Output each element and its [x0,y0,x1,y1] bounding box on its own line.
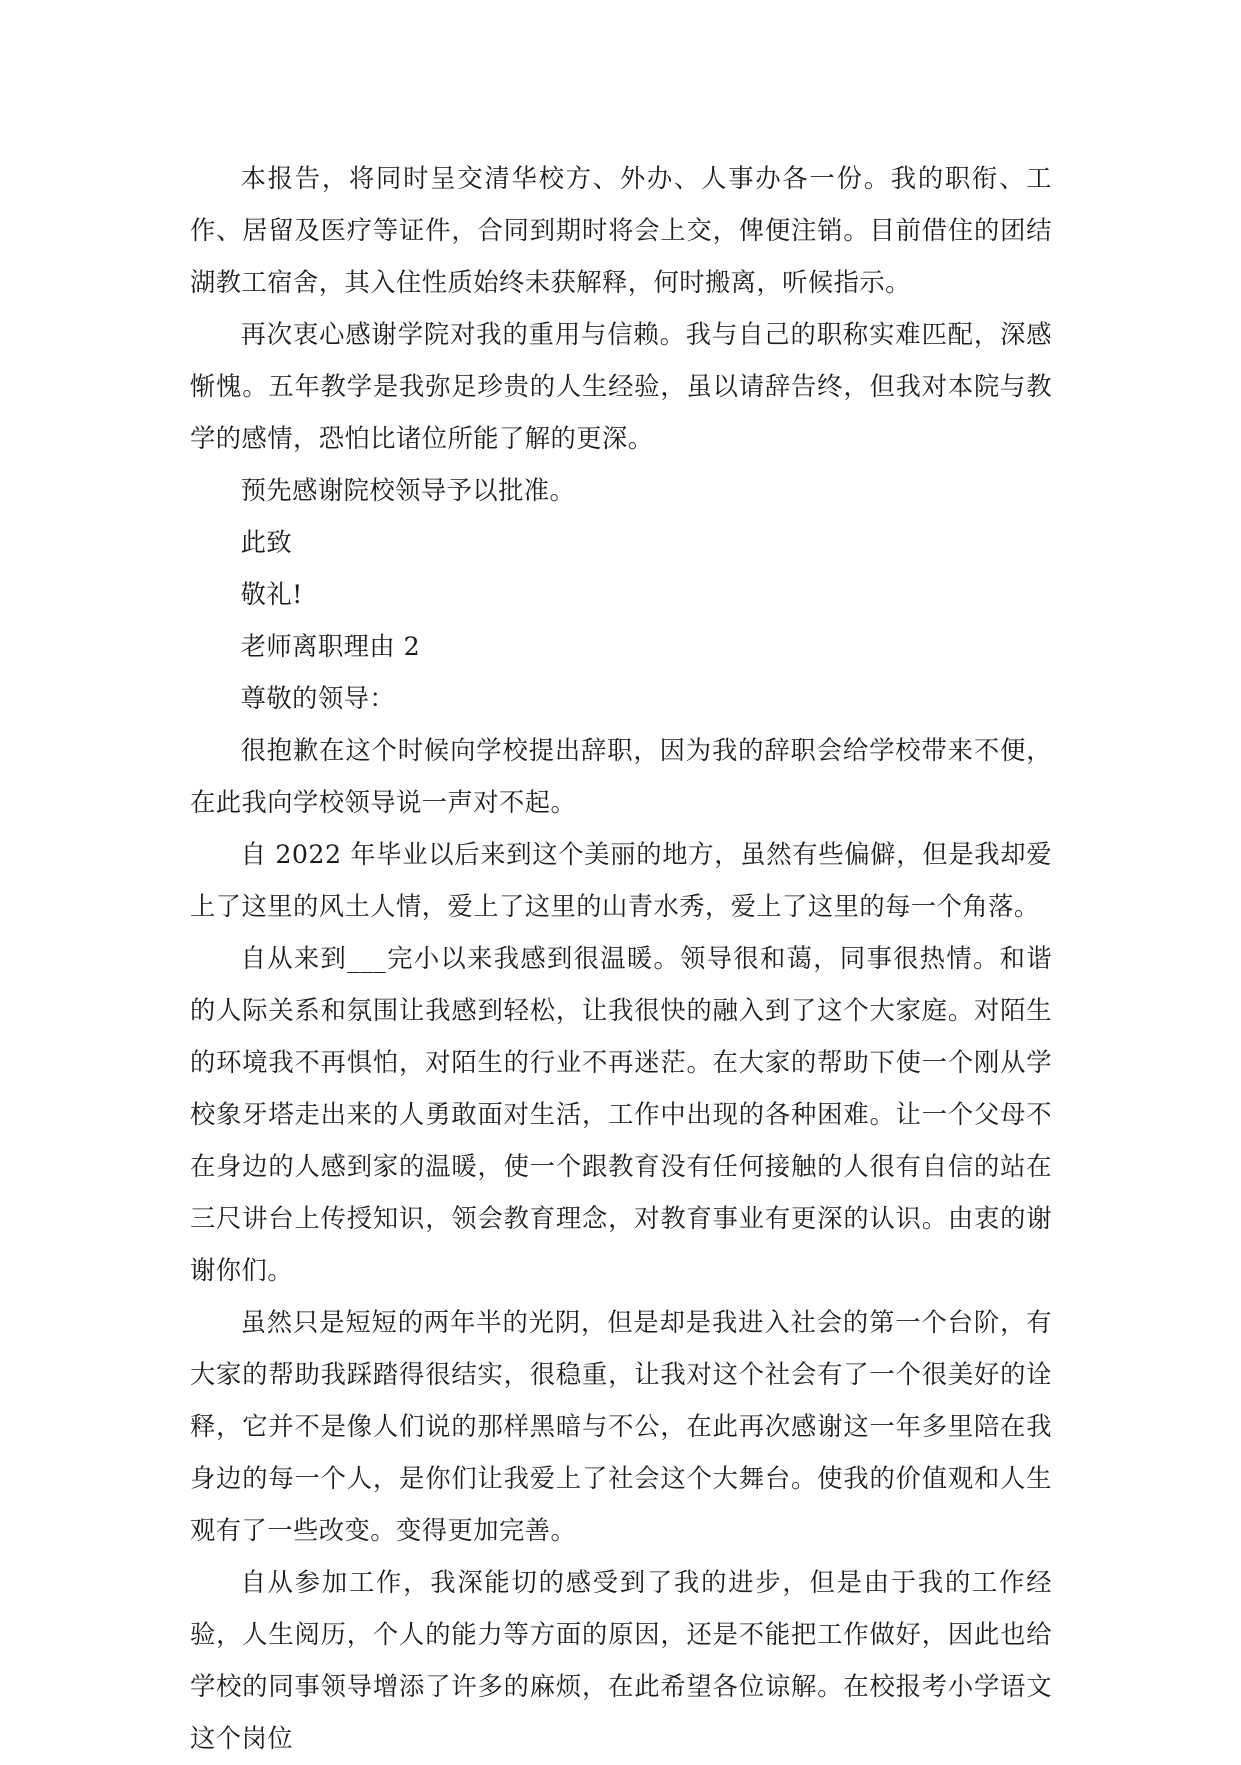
letter-greeting: 尊敬的领导： [240,684,396,713]
paragraph-report-submission: 本报告，将同时呈交清华校方、外办、人事办各一份。我的职衔、工作、居留及医疗等证件，合同到期时将会上交，俾便注销。目前借住的团结湖教工宿舍，其入住性质始终未获解释，何时搬离，听候指示。 [190,164,1052,297]
paragraph-progress: 自从参加工作，我深能切的感受到了我的进步，但是由于我的工作经验，人生阅历，个人的能力等方面的原因，还是不能把工作做好，因此也给学校的同事领导增添了许多的麻烦，在此希望各位谅解。在校报考小学语文这个岗位 [190,1568,1052,1753]
closing-salutation: 此致 [240,528,293,557]
section-heading: 老师离职理由 2 [240,632,421,661]
paragraph-warmth: 自从来到___完小以来我感到很温暖。领导很和蔼，同事很热情。和谐的人际关系和氛围让我感到轻松，让我很快的融入到了这个大家庭。对陌生的环境我不再惧怕，对陌生的行业不再迷茫。在大家的帮助下使一个刚从学校象牙塔走出来的人勇敢面对生活，工作中出现的各种困难。让一个父母不在身边的人感到家的温暖，使一个跟教育没有任何接触的人很有自信的站在三尺讲台上传授知识，领会教育理念，对教育事业有更深的认识。由衷的谢谢你们。 [190,944,1052,1285]
closing-regards: 敬礼! [240,580,303,609]
paragraph-approval-request: 预先感谢院校领导予以批准。 [240,476,576,505]
paragraph-apology: 很抱歉在这个时候向学校提出辞职，因为我的辞职会给学校带来不便，在此我向学校领导说一声对不起。 [190,736,1052,817]
paragraph-thanks: 再次衷心感谢学院对我的重用与信赖。我与自己的职称实难匹配，深感惭愧。五年教学是我弥足珍贵的人生经验，虽以请辞告终，但我对本院与教学的感情，恐怕比诸位所能了解的更深。 [190,320,1052,453]
paragraph-arrival: 自 2022 年毕业以后来到这个美丽的地方，虽然有些偏僻，但是我却爱上了这里的风土人情，爱上了这里的山青水秀，爱上了这里的每一个角落。 [190,840,1052,921]
paragraph-growth: 虽然只是短短的两年半的光阴，但是却是我进入社会的第一个台阶，有大家的帮助我踩踏得很结实，很稳重，让我对这个社会有了一个很美好的诠释，它并不是像人们说的那样黑暗与不公，在此再次感谢这一年多里陪在我身边的每一个人，是你们让我爱上了社会这个大舞台。使我的价值观和人生观有了一些改变。变得更加完善。 [190,1308,1052,1545]
document-body [190,153,1052,1765]
